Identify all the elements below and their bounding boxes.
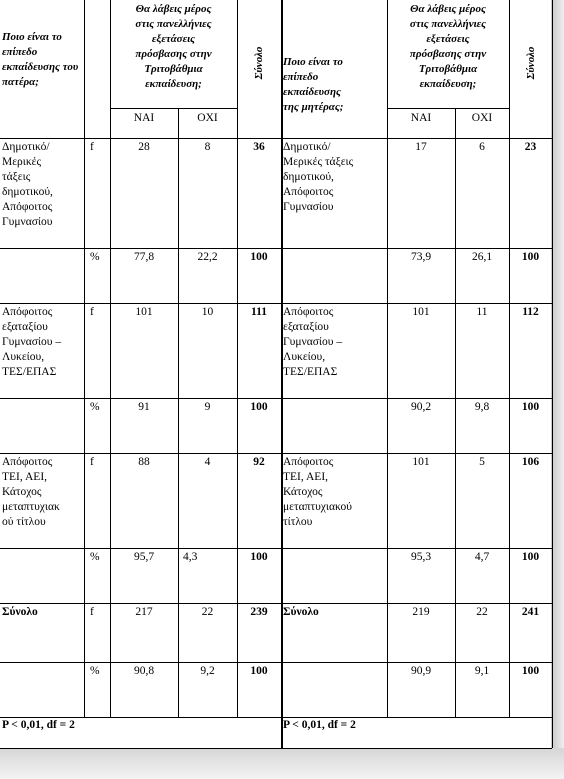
mother-pct-total-0: 100 (521, 251, 540, 263)
col-line-stat (84, 0, 85, 717)
father-row-label-2-line-0: Απόφοιτος (2, 456, 53, 468)
mother-row-label-0-line-4: Γυμνασίου (283, 201, 334, 213)
mother-group-header-line-0: Θα λάβεις μέρος (410, 3, 486, 15)
father-stat-f-3: f (90, 606, 94, 618)
row-line-2 (0, 303, 552, 304)
mother-row-header-line-0: Ποιο είναι το (283, 56, 343, 68)
father-f-no-1: 10 (201, 306, 214, 318)
father-row-label-0-line-3: δημοτικού, (2, 186, 53, 198)
mother-pct-no-0: 26,1 (471, 251, 493, 263)
father-pct-total-1: 100 (250, 401, 268, 413)
mother-row-header-line-1: επίπεδο (283, 71, 319, 83)
father-pct-no-2: 4,3 (183, 551, 198, 563)
mother-pct-yes-0: 73,9 (410, 251, 432, 263)
mother-pct-total-1: 100 (521, 401, 540, 413)
mother-f-no-1: 11 (476, 306, 488, 318)
father-pct-yes-2: 95,7 (133, 551, 155, 563)
father-stat-pct-1: % (90, 401, 100, 413)
father-row-label-0-line-2: τάξεις (2, 171, 31, 183)
father-pct-total-3: 100 (250, 665, 268, 677)
mother-row-label-1-line-0: Απόφοιτος (283, 306, 334, 318)
father-f-total-3: 239 (250, 606, 268, 618)
mother-f-total-3: 241 (521, 606, 540, 618)
father-row-label-0-line-5: Γυμνασίου (2, 216, 53, 228)
father-group-header-line-5: εκπαίδευση; (145, 78, 202, 90)
father-f-no-0: 8 (204, 141, 211, 153)
mother-pct-yes-3: 90,9 (410, 665, 432, 677)
father-row-label-1-line-2: Γυμνασίου – (2, 336, 62, 348)
father-f-total-1: 111 (251, 306, 267, 318)
mother-row-header-line-3: της μητέρας; (283, 101, 344, 113)
mother-total-header: Σύνολο (524, 46, 537, 80)
father-pct-total-0: 100 (250, 251, 268, 263)
father-row-label-2-line-1: ΤΕΙ, ΑΕΙ, (2, 471, 48, 483)
father-stat-pct-2: % (90, 551, 100, 563)
mother-f-yes-3: 219 (412, 606, 430, 618)
mother-row-label-0-line-0: Δημοτικό/ (283, 141, 331, 153)
mother-group-header-line-5: εκπαίδευση; (419, 78, 477, 90)
row-line-7 (0, 662, 552, 663)
father-f-yes-0: 28 (138, 141, 150, 153)
father-group-header-line-0: Θα λάβεις μέρος (135, 3, 212, 15)
father-row-header-line-2: εκπαίδευσης του (2, 61, 79, 73)
mother-f-yes-0: 17 (415, 141, 427, 153)
col-line-right (552, 0, 553, 748)
father-f-yes-2: 88 (138, 456, 150, 468)
father-pct-total-2: 100 (250, 551, 268, 563)
father-group-header-line-2: εξετάσεις (151, 33, 196, 45)
mother-row-header-line-2: εκπαίδευσης (283, 86, 341, 98)
father-stat-f-2: f (90, 456, 94, 468)
father-f-yes-1: 101 (135, 306, 153, 318)
father-row-label-1-line-4: ΤΕΣ/ΕΠΑΣ (2, 366, 57, 378)
father-no-header: ΟΧΙ (197, 112, 218, 124)
father-row-label-1-line-0: Απόφοιτος (2, 306, 53, 318)
row-line-4 (0, 453, 552, 454)
row-line-5 (0, 548, 552, 549)
mother-footer-stats: P < 0,01, df = 2 (283, 719, 356, 731)
mother-row-label-2-line-2: Κάτοχος (283, 486, 323, 498)
father-footer-stats: P < 0,01, df = 2 (2, 719, 75, 731)
mother-row-label-1-line-4: ΤΕΣ/ΕΠΑΣ (283, 366, 338, 378)
father-stat-pct-0: % (90, 251, 100, 263)
mother-pct-no-1: 9,8 (474, 401, 490, 413)
mother-row-label-2-line-4: τίτλου (283, 516, 313, 528)
father-stat-f-0: f (90, 141, 94, 153)
father-row-header-line-3: πατέρα; (2, 76, 39, 88)
father-yes-header: ΝΑΙ (133, 112, 155, 124)
father-row-label-2-line-2: Κάτοχος (2, 486, 42, 498)
father-row-label-1-line-3: Λυκείου, (2, 351, 45, 363)
father-row-label-0-line-1: Μερικές (2, 156, 42, 168)
mother-pct-yes-1: 90,2 (410, 401, 432, 413)
mother-f-yes-1: 101 (412, 306, 430, 318)
mother-row-label-0-line-1: Μερικές τάξεις (283, 156, 354, 168)
mother-no-header: ΟΧΙ (471, 112, 493, 124)
row-line-father-subheader (110, 108, 237, 109)
mother-row-label-0-line-2: δημοτικού, (283, 171, 334, 183)
mother-row-label-0-line-3: Απόφοιτος (283, 186, 334, 198)
father-row-header-line-1: επίπεδο (2, 46, 38, 58)
mother-row-label-1-line-3: Λυκείου, (283, 351, 326, 363)
mother-f-total-2: 106 (521, 456, 540, 468)
father-f-total-2: 92 (253, 456, 265, 468)
father-pct-yes-1: 91 (138, 401, 150, 413)
row-line-0 (0, 138, 552, 139)
mother-row-label-2-line-1: ΤΕΙ, ΑΕΙ, (283, 471, 329, 483)
mother-group-header-line-2: εξετάσεις (426, 33, 470, 45)
mother-f-yes-2: 101 (412, 456, 430, 468)
father-pct-yes-0: 77,8 (133, 251, 155, 263)
father-row-header-line-0: Ποιο είναι το (2, 31, 62, 43)
father-f-total-0: 36 (253, 141, 265, 153)
father-pct-yes-3: 90,8 (133, 665, 155, 677)
father-row-label-2-line-3: μεταπτυχιακ (2, 501, 60, 513)
mother-row-label-3-line-0: Σύνολο (283, 606, 319, 618)
father-total-header: Σύνολο (253, 46, 265, 80)
father-group-header-line-4: Τριτοβάθμια (144, 63, 203, 75)
mother-pct-no-2: 4,7 (474, 551, 490, 563)
mother-yes-header: ΝΑΙ (410, 112, 432, 124)
mother-pct-total-2: 100 (521, 551, 540, 563)
mother-f-no-3: 22 (476, 606, 488, 618)
mother-f-total-0: 23 (524, 141, 537, 153)
mother-f-no-0: 6 (479, 141, 485, 153)
father-pct-no-3: 9,2 (200, 665, 215, 677)
row-line-9 (0, 748, 552, 749)
father-f-no-2: 4 (204, 456, 211, 468)
mother-row-label-2-line-0: Απόφοιτος (283, 456, 334, 468)
mother-pct-total-3: 100 (521, 665, 540, 677)
father-row-label-0-line-0: Δημοτικό/ (2, 141, 50, 153)
father-row-label-0-line-4: Απόφοιτος (2, 201, 53, 213)
father-row-label-3-line-0: Σύνολο (2, 606, 38, 618)
row-line-mother-subheader (387, 108, 509, 109)
mother-f-total-1: 112 (522, 306, 539, 318)
father-group-header-line-3: πρόσβασης στην (135, 48, 212, 60)
mother-group-header-line-4: Τριτοβάθμια (418, 63, 478, 75)
mother-group-header-line-1: στις πανελλήνιες (409, 18, 487, 30)
father-f-no-3: 22 (201, 606, 214, 618)
row-line-1 (0, 248, 552, 249)
row-line-8 (0, 717, 552, 718)
mother-f-no-2: 5 (479, 456, 485, 468)
father-row-label-2-line-4: ού τίτλου (2, 516, 46, 528)
father-pct-no-0: 22,2 (197, 251, 218, 263)
mother-row-label-1-line-2: Γυμνασίου – (283, 336, 343, 348)
row-line-6 (0, 603, 552, 604)
row-line-3 (0, 398, 552, 399)
mother-group-header-line-3: πρόσβασης στην (409, 48, 487, 60)
mother-row-label-2-line-3: μεταπτυχιακού (283, 501, 352, 513)
father-f-yes-3: 217 (135, 606, 153, 618)
mother-pct-yes-2: 95,3 (410, 551, 432, 563)
page-shadow-bottom (0, 748, 564, 779)
father-pct-no-1: 9 (204, 401, 211, 413)
father-stat-f-1: f (90, 306, 94, 318)
father-stat-pct-3: % (90, 665, 100, 677)
mother-pct-no-3: 9,1 (474, 665, 490, 677)
mother-row-label-1-line-1: εξαταξίου (283, 321, 329, 333)
father-row-label-1-line-1: εξαταξίου (2, 321, 48, 333)
father-group-header-line-1: στις πανελλήνιες (135, 18, 212, 30)
